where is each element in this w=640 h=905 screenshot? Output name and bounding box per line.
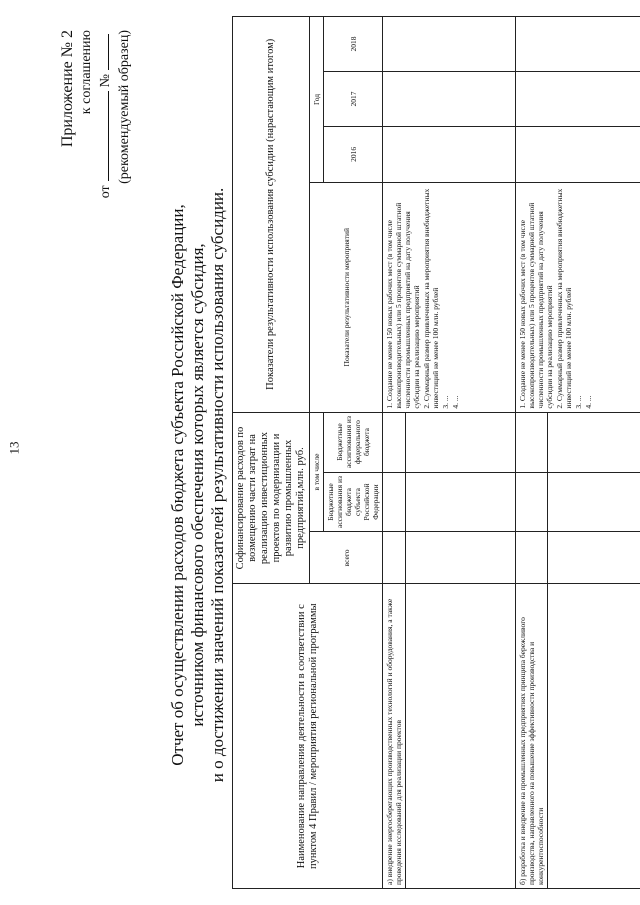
header-regional: Бюджетные ассигнования из бюджета субъекта Российской Федерации xyxy=(324,472,383,532)
section-a-body-regional xyxy=(406,472,516,532)
section-b-indicators xyxy=(516,182,640,412)
annex-from-label: от xyxy=(98,185,113,199)
indicator-b-1: 1. Создание не менее 150 новых рабочих мест (в том числе высокопроизводительных) или 5 процентов суммарной штатной численности промышленных предприятий на дату получения субсидии на реализацию мероприятий xyxy=(518,202,554,409)
indicator-list-b xyxy=(518,186,593,409)
indicator-list-a xyxy=(385,186,460,409)
report-title xyxy=(168,175,228,795)
annex-block xyxy=(58,30,134,290)
section-b-body-total xyxy=(548,532,640,584)
section-a-body xyxy=(406,584,516,889)
annex-note: (рекомендуемый образец) xyxy=(117,30,132,184)
header-indicator-name: Показатели результативности мероприятий xyxy=(310,182,383,412)
annex-number-label: № xyxy=(98,74,113,88)
report-table xyxy=(232,16,640,889)
section-a-title: а) внедрение энергосберегающих производственных технологий и оборудования, а также проведения исследований для реализации проектов xyxy=(383,584,406,889)
annex-title: Приложение № 2 xyxy=(59,30,76,148)
section-b-2018 xyxy=(516,17,640,72)
section-a-total xyxy=(383,532,406,584)
annex-date-number xyxy=(96,30,115,290)
section-a-body-federal xyxy=(406,412,516,472)
section-a-indicators xyxy=(383,182,516,412)
header-federal: Бюджетные ассигнования из федерального бюджета xyxy=(324,412,383,472)
header-direction: Наименование направления деятельности в соответствии с пунктом 4 Правил / мероприятия региональной программы xyxy=(233,584,383,889)
header-total: всего xyxy=(310,532,383,584)
section-b-regional xyxy=(516,472,548,532)
section-a-body-total xyxy=(406,532,516,584)
section-b-title: б) разработка и внедрение на промышленных предприятиях принципа бережливого производства, направленного на повышение эффективности производства и конкурентоспособности xyxy=(516,584,548,889)
header-including: в том числе xyxy=(310,412,324,532)
report-title-line3: и о достижении значений показателей результативности использования субсидии. xyxy=(208,187,227,783)
section-b-body xyxy=(548,584,640,889)
section-b-body-regional xyxy=(548,472,640,532)
annex-line1: к соглашению xyxy=(79,30,94,115)
header-year-2017: 2017 xyxy=(324,72,383,127)
annex-date-blank xyxy=(108,91,109,181)
indicator-a-1: 1. Создание не менее 150 новых рабочих мест (в том числе высокопроизводительных) или 5 процентов суммарной штатной численности промышленных предприятий на дату получения субсидии на реализацию мероприятий xyxy=(385,202,421,409)
section-b-total xyxy=(516,532,548,584)
page-number: 13 xyxy=(6,441,22,455)
section-b-2017 xyxy=(516,72,640,127)
section-b-body-federal xyxy=(548,412,640,472)
section-a-regional xyxy=(383,472,406,532)
indicator-b-2: 2. Суммарный размер привлеченных на мероприятия внебюджетных инвестиций не менее 100 млн. рублей xyxy=(555,188,573,409)
section-a-federal xyxy=(383,412,406,472)
section-a-2017 xyxy=(383,72,516,127)
indicator-b-3: 3. ... xyxy=(574,395,583,409)
indicator-a-2: 2. Суммарный размер привлеченных на мероприятия внебюджетных инвестиций не менее 100 млн. рублей xyxy=(422,188,440,409)
indicator-b-4: 4. ... xyxy=(584,395,593,409)
header-year-2016: 2016 xyxy=(324,126,383,182)
section-b-federal xyxy=(516,412,548,472)
section-a-2018 xyxy=(383,17,516,72)
header-year-2018: 2018 xyxy=(324,17,383,72)
report-title-line1: Отчет об осуществлении расходов бюджета субъекта Российской Федерации, xyxy=(168,204,187,766)
report-title-line2: источником финансового обеспечения которых является субсидия, xyxy=(188,243,207,727)
section-b-2016 xyxy=(516,126,640,182)
annex-number-blank xyxy=(108,34,109,70)
indicator-a-3: 3. ... xyxy=(441,395,450,409)
header-year: Год xyxy=(310,17,324,183)
header-cofinance: Софинансирование расходов по возмещению части затрат на реализацию инвестиционных проектов по модернизации и развитию промышленных предприятий,млн. руб. xyxy=(233,412,310,584)
indicator-a-4: 4. ... xyxy=(451,395,460,409)
section-a-2016 xyxy=(383,126,516,182)
header-indicators: Показатели результативности использования субсидии (нарастающим итогом) xyxy=(233,17,310,413)
